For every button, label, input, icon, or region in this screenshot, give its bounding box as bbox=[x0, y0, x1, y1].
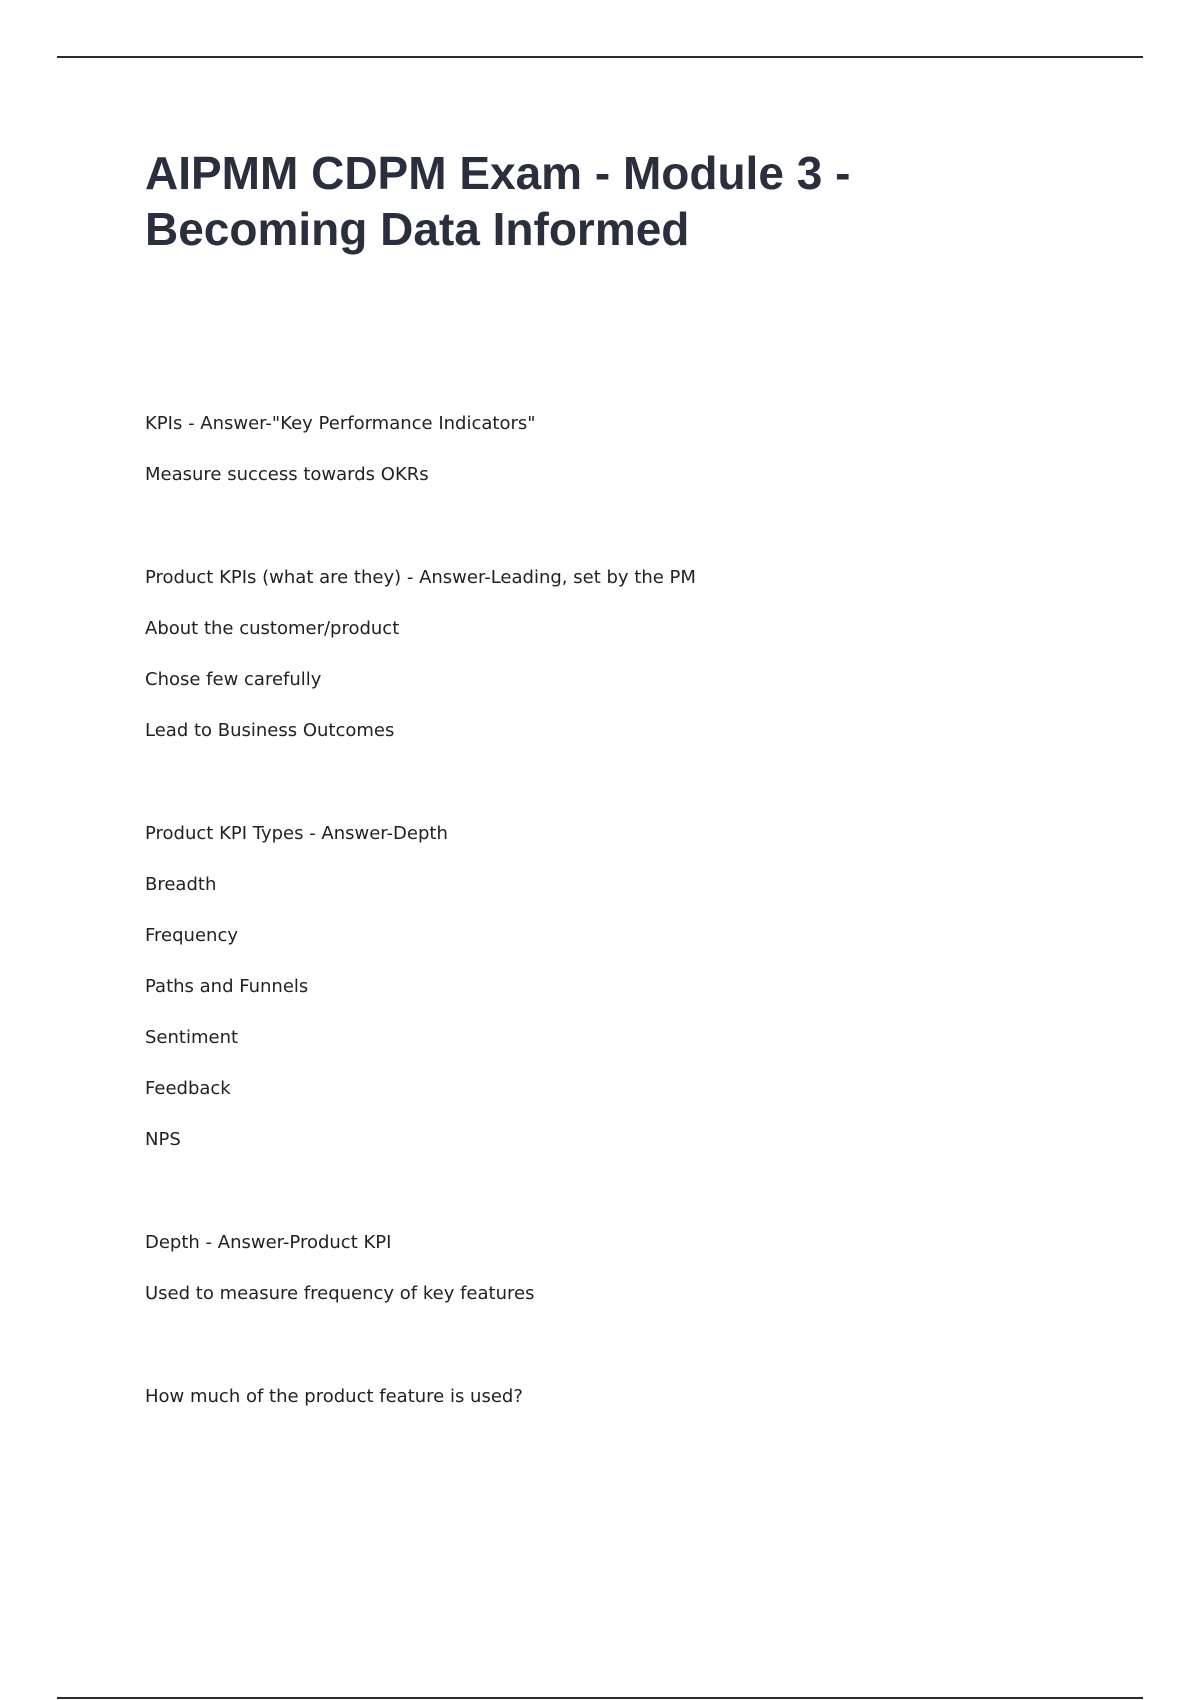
entry-kpis bbox=[145, 411, 1045, 488]
entry-question: KPIs - Answer-"Key Performance Indicators" bbox=[145, 413, 536, 434]
title-line-1: AIPMM CDPM Exam - Module 3 - bbox=[145, 147, 851, 199]
entry-answer-line: About the customer/product bbox=[145, 618, 400, 639]
entry-product-kpis bbox=[145, 565, 1045, 744]
entry-answer-line: Lead to Business Outcomes bbox=[145, 720, 395, 741]
entry-answer-line: Breadth bbox=[145, 874, 217, 895]
header-rule bbox=[57, 56, 1143, 58]
entry-depth bbox=[145, 1230, 1045, 1307]
entry-question: Product KPI Types - Answer-Depth bbox=[145, 823, 448, 844]
document-title bbox=[145, 145, 1045, 257]
entry-feature-usage bbox=[145, 1384, 1045, 1410]
title-line-2: Becoming Data Informed bbox=[145, 203, 690, 255]
entry-answer-line: Feedback bbox=[145, 1078, 231, 1099]
entry-answer-line: NPS bbox=[145, 1129, 181, 1150]
entry-question: How much of the product feature is used? bbox=[145, 1386, 523, 1407]
entry-product-kpi-types bbox=[145, 821, 1045, 1153]
entry-answer-line: Chose few carefully bbox=[145, 669, 322, 690]
entry-answer-line: Paths and Funnels bbox=[145, 976, 309, 997]
entry-answer-line: Frequency bbox=[145, 925, 238, 946]
entry-question: Depth - Answer-Product KPI bbox=[145, 1232, 392, 1253]
document-body bbox=[145, 411, 1045, 1410]
entry-question: Product KPIs (what are they) - Answer-Leading, set by the PM bbox=[145, 567, 696, 588]
entry-answer-line: Used to measure frequency of key features bbox=[145, 1283, 535, 1304]
entry-answer-line: Measure success towards OKRs bbox=[145, 464, 429, 485]
footer-rule bbox=[57, 1697, 1143, 1699]
entry-answer-line: Sentiment bbox=[145, 1027, 239, 1048]
